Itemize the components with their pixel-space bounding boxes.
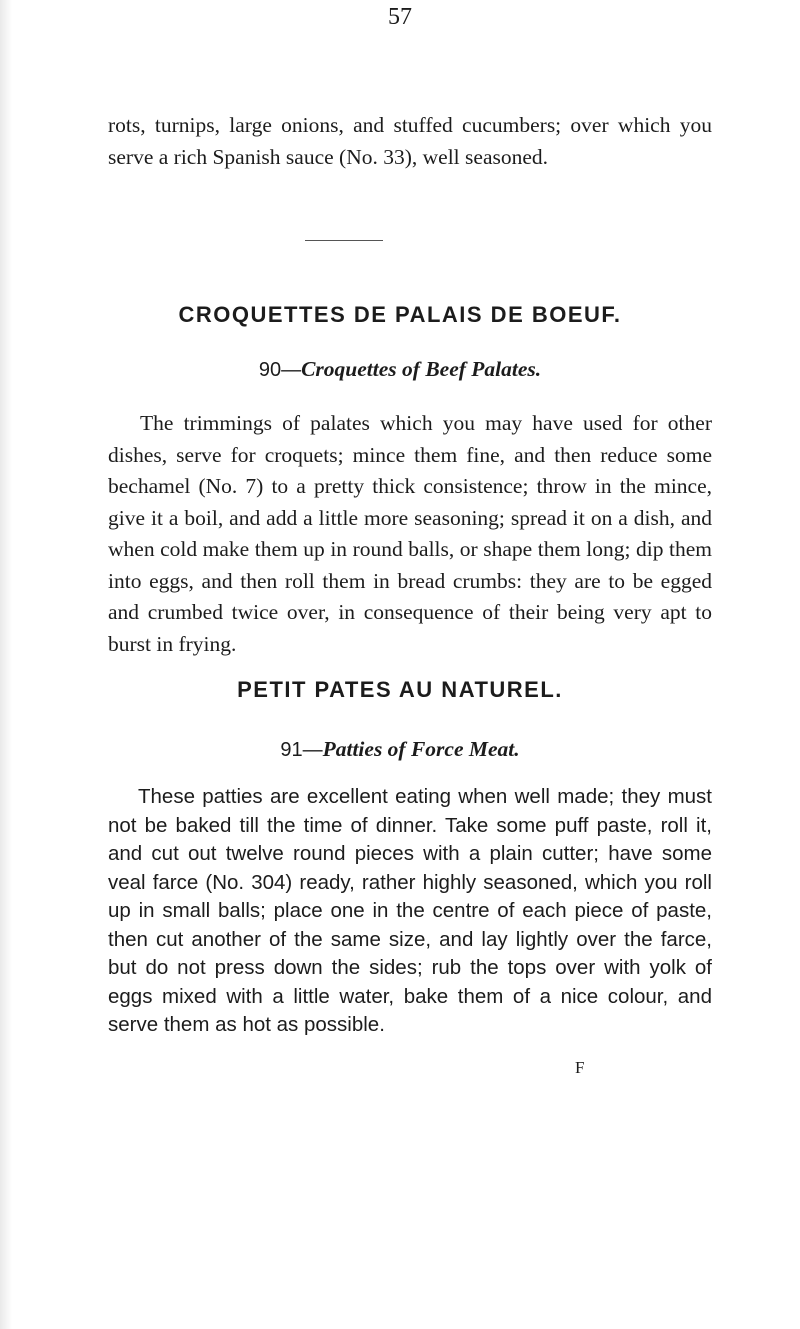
recipe-body-90: The trimmings of palates which you may have used for other dishes, serve for croquets; mince them fine, and then reduce some bechamel (No. 7) to a pretty thick consistence; throw in the mince, give it a boil, and add a little more seasoning; spread it on a dish, and when cold make them up in round balls, or shape them long; dip them into eggs, and then roll them in bread crumbs: they are to be egged and crumbed twice over, in consequence of their being very apt to burst in frying. — [108, 411, 712, 656]
recipe-heading-90: CROQUETTES DE PALAIS DE BOEUF. — [178, 302, 622, 327]
page-edge-shadow — [0, 0, 12, 1329]
recipe-number-91: 91— — [280, 739, 323, 761]
page-number: 57 — [388, 4, 412, 30]
recipe-number-90: 90— — [258, 359, 302, 381]
recipe-heading-91: PETIT PATES AU NATUREL. — [237, 677, 563, 702]
recipe-subtitle-91 — [0, 737, 800, 762]
recipe-title-90: Croquettes of Beef Palates. — [301, 357, 542, 381]
recipe-body-91: These patties are excellent eating when well made; they must not be baked till the time of dinner. Take some puff paste, roll it, and cut out twelve round pieces with a plain cutter; have some veal farce (No. 304) ready, rather highly seasoned, which you roll up in small balls; place one in the centre of each piece of paste, then cut another of the same size, and lay lightly over the farce, but do not press down the sides; rub the tops over with yolk of eggs mixed with a little water, bake them of a nice colour, and serve them as hot as possible. — [108, 785, 712, 1036]
signature-mark: F — [575, 1058, 585, 1077]
recipe-title-91: Patties of Force Meat. — [322, 737, 520, 761]
section-divider — [305, 240, 383, 241]
intro-paragraph: rots, turnips, large onions, and stuffed cucumbers; over which you serve a rich Spanish sauce (No. 33), well seasoned. — [108, 113, 712, 169]
recipe-subtitle-90 — [0, 357, 800, 382]
